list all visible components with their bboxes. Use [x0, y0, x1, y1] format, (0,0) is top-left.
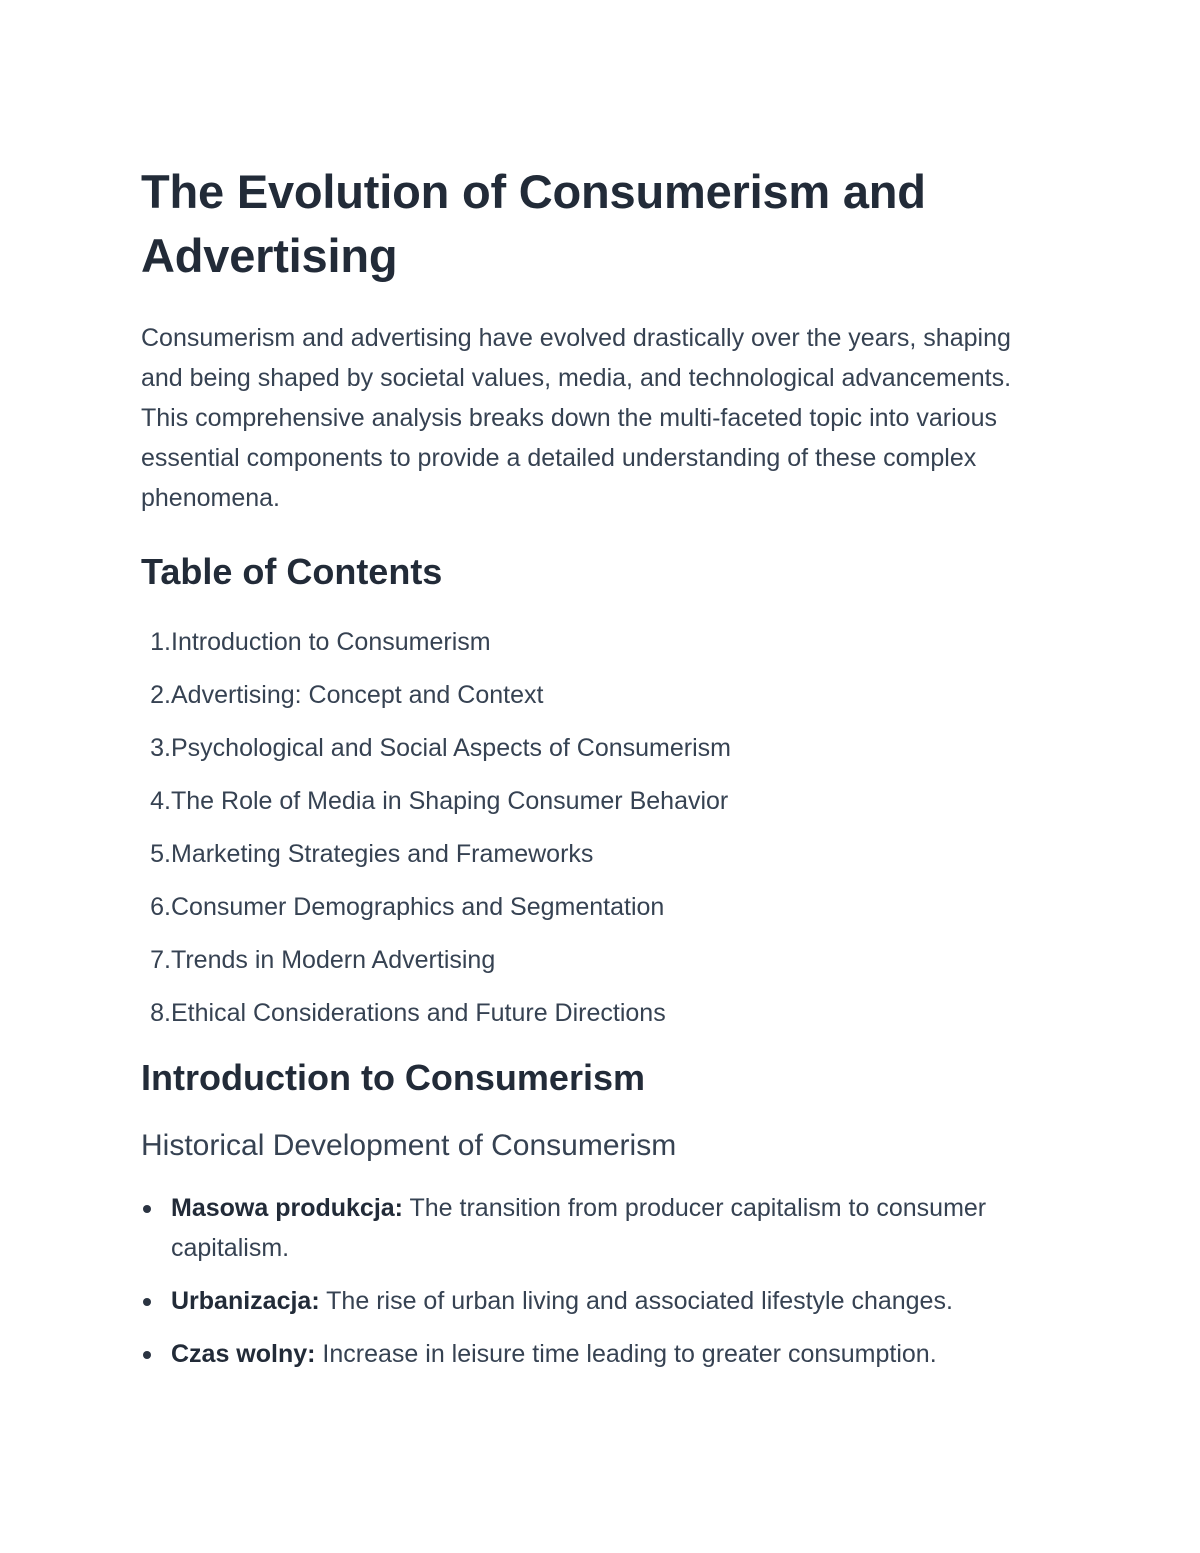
toc-item-number: 4.	[150, 787, 171, 815]
toc-item-number: 1.	[150, 628, 171, 656]
list-item	[141, 1281, 1041, 1321]
toc-item-number: 3.	[150, 734, 171, 762]
toc-item[interactable]	[141, 940, 1041, 980]
bullet-icon	[143, 1298, 151, 1306]
toc-item-label: Marketing Strategies and Frameworks	[171, 840, 594, 868]
bullet-icon	[143, 1351, 151, 1359]
bullet-text: The rise of urban living and associated lifestyle changes.	[319, 1287, 953, 1315]
bullet-term: Masowa produkcja	[171, 1194, 395, 1222]
bullet-list	[141, 1188, 1041, 1374]
bullet-icon	[143, 1205, 151, 1213]
list-item	[141, 1334, 1041, 1374]
toc-item-label: Psychological and Social Aspects of Consumerism	[171, 734, 731, 762]
toc-item-label: The Role of Media in Shaping Consumer Behavior	[171, 787, 729, 815]
bullet-term-separator: :	[307, 1340, 316, 1368]
toc-item[interactable]	[141, 728, 1041, 768]
toc-item-number: 6.	[150, 893, 171, 921]
toc-item[interactable]	[141, 887, 1041, 927]
toc-item-number: 2.	[150, 681, 171, 709]
toc-item[interactable]	[141, 622, 1041, 662]
table-of-contents	[141, 622, 1041, 1033]
toc-item[interactable]	[141, 675, 1041, 715]
toc-item[interactable]	[141, 834, 1041, 874]
bullet-text: Increase in leisure time leading to greater consumption.	[315, 1340, 937, 1368]
toc-item-label: Advertising: Concept and Context	[171, 681, 544, 709]
toc-item-label: Introduction to Consumerism	[171, 628, 491, 656]
document-title: The Evolution of Consumerism and Advertising	[141, 165, 926, 282]
bullet-term-separator: :	[394, 1194, 403, 1222]
intro-paragraph: Consumerism and advertising have evolved drastically over the years, shaping and being shaped by societal values, media, and technological advancements. This comprehensive analysis breaks down the multi-faceted topic into various essential components to provide a detailed understanding of these complex phenomena.	[141, 324, 1012, 512]
toc-item[interactable]	[141, 781, 1041, 821]
list-item	[141, 1188, 1041, 1268]
bullet-term-separator: :	[311, 1287, 320, 1315]
bullet-text: The transition from producer capitalism to consumer capitalism.	[171, 1194, 987, 1262]
section-heading: Introduction to Consumerism	[141, 1057, 645, 1098]
toc-item-label: Trends in Modern Advertising	[171, 946, 496, 974]
toc-heading: Table of Contents	[141, 551, 443, 592]
subsection-heading: Historical Development of Consumerism	[141, 1129, 677, 1162]
toc-item-number: 8.	[150, 999, 171, 1027]
toc-item-number: 5.	[150, 840, 171, 868]
toc-item-label: Ethical Considerations and Future Directions	[171, 999, 666, 1027]
bullet-term: Urbanizacja	[171, 1287, 312, 1315]
bullet-term: Czas wolny	[171, 1340, 308, 1368]
toc-item[interactable]	[141, 993, 1041, 1033]
toc-item-label: Consumer Demographics and Segmentation	[171, 893, 665, 921]
document-page	[141, 160, 1041, 1387]
toc-item-number: 7.	[150, 946, 171, 974]
